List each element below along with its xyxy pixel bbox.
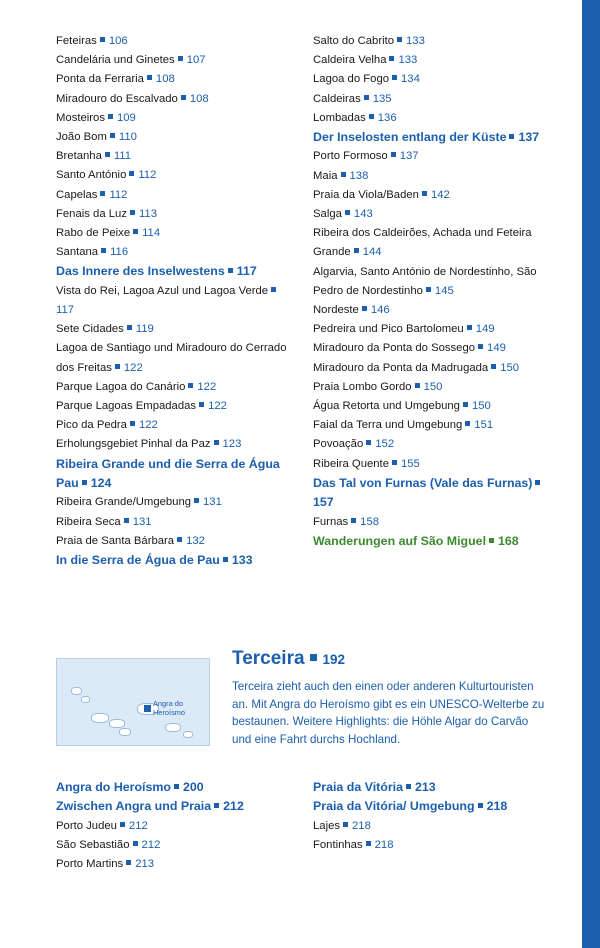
toc-entry-label: In die Serra de Água de Pau (56, 553, 220, 568)
toc-entry[interactable] (56, 416, 291, 435)
toc-entry[interactable] (56, 836, 291, 855)
toc-entry-page: 152 (375, 438, 395, 451)
toc-entry[interactable] (313, 339, 548, 358)
bottom-column-right (313, 778, 548, 874)
toc-entry[interactable] (313, 90, 548, 109)
toc-entry-label: Santo António (56, 169, 127, 182)
toc-entry[interactable] (56, 262, 291, 281)
bullet-square-icon (467, 325, 472, 330)
toc-entry-page: 157 (313, 495, 334, 510)
bullet-square-icon (105, 152, 110, 157)
toc-entry-page: 142 (430, 188, 450, 201)
toc-entry-page: 149 (475, 323, 495, 336)
toc-entry-label: Sete Cidades (56, 323, 124, 336)
bullet-square-icon (115, 364, 120, 369)
toc-entry-page: 119 (135, 323, 154, 336)
toc-entry[interactable] (313, 378, 548, 397)
map-island-shape (109, 719, 125, 728)
toc-entry-page: 135 (372, 92, 392, 105)
bullet-square-icon (100, 37, 105, 42)
bullet-square-icon (147, 75, 152, 80)
toc-entry-page: 133 (406, 35, 425, 47)
bullet-square-icon (465, 421, 470, 426)
toc-entry-label: Praia Lombo Gordo (313, 380, 412, 393)
toc-entry-page: 108 (155, 73, 175, 86)
toc-entry-page: 117 (236, 264, 257, 279)
toc-entry-label: Caldeiras (313, 92, 361, 105)
toc-entry-label: Erholungsgebiet Pinhal da Paz (56, 438, 211, 451)
toc-entry-page: 131 (203, 496, 222, 509)
bullet-square-icon (345, 210, 350, 215)
toc-entry[interactable] (313, 836, 548, 855)
toc-entry-page: 122 (123, 361, 143, 374)
toc-entry[interactable] (313, 167, 548, 186)
toc-entry-page: 112 (109, 188, 128, 201)
toc-entry[interactable] (56, 243, 291, 262)
island-description: Terceira zieht auch den einen oder anderen Kulturtouristen an. Mit Angra do Heroísmo gibt es ein UNESCO-Welterbe zu bestaunen. Weitere Highlights: die Höhle Algar do Carvão und eine Fahrt durchs Hochland. (232, 680, 545, 746)
bullet-square-icon (110, 133, 115, 138)
toc-entry-label: Parque Lagoas Empadadas (56, 400, 197, 413)
toc-entry-page: 131 (132, 515, 152, 528)
page-edge-gap (575, 0, 582, 948)
toc-entry-label: Ribeira Grande/Umgebung (56, 496, 192, 509)
toc-entry-page: 123 (222, 438, 242, 451)
toc-entry-label: Ribeira Seca (56, 515, 121, 528)
bullet-square-icon (509, 134, 514, 139)
toc-entry-label: Furnas (313, 515, 349, 528)
toc-entry[interactable] (313, 532, 548, 551)
toc-entry[interactable] (313, 817, 548, 836)
toc-entry-label: Santana (56, 246, 99, 259)
toc-entry-label: Parque Lagoa do Canário (56, 380, 186, 393)
toc-entry-page: 212 (223, 799, 244, 814)
toc-entry-label: Miradouro do Escalvado (56, 92, 178, 105)
bullet-square-icon (491, 364, 496, 369)
bullet-square-icon (310, 654, 317, 661)
bullet-square-icon (478, 344, 483, 349)
bullet-square-icon (214, 803, 219, 808)
toc-entry[interactable] (313, 397, 548, 416)
toc-entry-label: Pico da Pedra (56, 419, 127, 432)
bullet-square-icon (101, 248, 106, 253)
toc-entry[interactable] (56, 797, 291, 816)
bullet-square-icon (391, 152, 396, 157)
toc-entry-page: 138 (349, 169, 369, 182)
toc-entry-label: Lombadas (313, 111, 366, 124)
toc-entry-label: Das Innere des Inselwestens (56, 264, 225, 279)
toc-entry[interactable] (56, 339, 291, 377)
toc-entry-label: Rabo de Peixe (56, 227, 131, 240)
toc-entry[interactable] (56, 205, 291, 224)
toc-entry[interactable] (56, 551, 291, 570)
toc-entry[interactable] (56, 493, 291, 512)
bullet-square-icon (214, 440, 219, 445)
island-title: Terceira (232, 648, 305, 669)
toc-entry[interactable] (313, 128, 548, 147)
toc-entry-page: 218 (352, 819, 371, 832)
toc-entry[interactable] (56, 147, 291, 166)
map-island-shape (91, 713, 109, 723)
toc-entry-page: 136 (377, 111, 397, 124)
toc-entry-label: Povoação (313, 438, 364, 451)
bullet-square-icon (478, 803, 483, 808)
toc-entry-page: 143 (353, 208, 373, 221)
toc-entry[interactable] (313, 70, 548, 89)
bullet-square-icon (397, 37, 402, 42)
toc-entry[interactable] (56, 455, 291, 494)
map-island-shape (71, 687, 82, 695)
toc-entry-page: 133 (398, 54, 418, 67)
toc-entry-label: Salto do Cabrito (313, 35, 395, 47)
toc-entry-label: Ribeira dos Caldeirões, Achada und Feteira Grande (313, 227, 532, 259)
bullet-square-icon (188, 383, 193, 388)
toc-entry-page: 213 (415, 780, 436, 794)
toc-entry-label: Lagoa do Fogo (313, 73, 390, 86)
bullet-square-icon (129, 171, 134, 176)
toc-entry-label: Faial da Terra und Umgebung (313, 419, 463, 432)
toc-entry[interactable] (56, 128, 291, 147)
toc-entry-label: Capelas (56, 188, 98, 201)
toc-entry-label: Praia da Vitória/ Umgebung (313, 799, 475, 814)
bullet-square-icon (489, 538, 494, 543)
toc-entry-label: João Bom (56, 131, 107, 144)
toc-entry[interactable] (313, 32, 548, 51)
toc-entry-label: Miradouro da Ponta do Sossego (313, 342, 476, 355)
toc-entry-label: Der Inselosten entlang der Küste (313, 130, 507, 145)
toc-entry[interactable] (313, 147, 548, 166)
toc-entry-page: 158 (360, 515, 380, 528)
toc-entry-page: 117 (56, 304, 75, 317)
toc-entry-label: Feteiras (56, 35, 97, 47)
toc-entry[interactable] (56, 166, 291, 185)
bullet-square-icon (130, 421, 135, 426)
bullet-square-icon (133, 229, 138, 234)
toc-entry-label: Lagoa de Santiago und Miradouro do Cerrado dos Freitas (56, 342, 287, 374)
toc-entry-label: Salga (313, 208, 342, 221)
toc-entry-label: Angra do Heroísmo (56, 780, 171, 794)
toc-entry-page: 144 (362, 246, 382, 259)
bullet-square-icon (126, 860, 131, 865)
toc-entry[interactable] (313, 109, 548, 128)
toc-entry[interactable] (313, 359, 548, 378)
toc-entry[interactable] (56, 186, 291, 205)
toc-entry[interactable] (56, 513, 291, 532)
toc-entry[interactable] (56, 817, 291, 836)
toc-entry-page: 108 (189, 92, 209, 105)
toc-entry-page: 134 (401, 73, 420, 86)
bullet-square-icon (133, 841, 138, 846)
bullet-square-icon (130, 210, 135, 215)
bullet-square-icon (177, 537, 182, 542)
toc-entry-page: 150 (423, 380, 443, 393)
toc-entry[interactable] (56, 532, 291, 551)
toc-entry-page: 200 (182, 780, 204, 794)
toc-entry-label: Fenais da Luz (56, 207, 127, 220)
toc-entry[interactable] (56, 224, 291, 243)
toc-entry-page: 106 (108, 35, 128, 47)
toc-column-left (56, 32, 291, 571)
bullet-square-icon (354, 248, 359, 253)
bullet-square-icon (174, 784, 179, 789)
bullet-square-icon (127, 325, 132, 330)
toc-entry-label: Zwischen Angra und Praia (56, 799, 212, 814)
toc-entry-page: 218 (374, 839, 394, 852)
toc-entry[interactable] (313, 455, 548, 474)
toc-entry-label: Ponta da Ferraria (56, 73, 144, 86)
bullet-square-icon (415, 383, 420, 388)
toc-entry-page: 137 (518, 130, 540, 145)
toc-entry[interactable] (313, 474, 548, 513)
map-marker-angra (143, 704, 152, 713)
island-section-terceira (56, 648, 548, 748)
toc-entry-label: Algarvia, Santo António de Nordestinho, São Pedro de Nordestinho (313, 265, 537, 297)
toc-entry[interactable] (56, 378, 291, 397)
toc-entry-page: 150 (500, 361, 520, 374)
page-edge-bar (582, 0, 600, 948)
bullet-square-icon (178, 56, 183, 61)
toc-entry-label: Vista do Rei, Lagoa Azul und Lagoa Verde (56, 284, 269, 297)
map-label-angra: Angra do Heroísmo (153, 699, 186, 717)
toc-entry-label: Nordeste (313, 304, 359, 317)
bullet-square-icon (181, 95, 186, 100)
island-title-row (232, 648, 548, 671)
toc-entry[interactable] (56, 32, 291, 51)
toc-entry-label: Mosteiros (56, 111, 105, 124)
map-island-shape (119, 728, 131, 736)
toc-entry[interactable] (313, 263, 548, 301)
toc-entry[interactable] (313, 416, 548, 435)
toc-entry-label: Praia da Vitória (313, 780, 403, 794)
toc-entry-page: 150 (471, 400, 491, 413)
bullet-square-icon (406, 784, 411, 789)
toc-entry-label: São Sebastião (56, 839, 130, 852)
toc-entry-label: Pedreira und Pico Bartolomeu (313, 323, 464, 336)
toc-entry-page: 213 (135, 858, 155, 871)
toc-entry[interactable] (56, 778, 291, 797)
bullet-square-icon (535, 480, 540, 485)
toc-entry-page: 137 (399, 150, 419, 163)
toc-entry-page: 111 (113, 150, 132, 163)
toc-entry-page: 132 (186, 534, 205, 547)
bullet-square-icon (343, 822, 348, 827)
toc-entry[interactable] (56, 435, 291, 454)
bullet-square-icon (228, 268, 233, 273)
bullet-square-icon (362, 306, 367, 311)
toc-entry[interactable] (313, 513, 548, 532)
bullet-square-icon (120, 822, 125, 827)
toc-entry-page: 145 (434, 284, 454, 297)
toc-entry-page: 168 (498, 533, 519, 548)
toc-columns (56, 32, 548, 571)
bullet-square-icon (100, 191, 105, 196)
toc-entry[interactable] (313, 435, 548, 454)
toc-entry-page: 212 (128, 819, 148, 832)
bullet-square-icon (108, 114, 113, 119)
bullet-square-icon (422, 191, 427, 196)
bullet-square-icon (366, 440, 371, 445)
toc-entry[interactable] (56, 90, 291, 109)
toc-entry-label: Porto Martins (56, 858, 124, 871)
toc-entry[interactable] (56, 320, 291, 339)
toc-entry-page: 146 (370, 304, 390, 317)
toc-entry-label: Fontinhas (313, 839, 363, 852)
island-text-block (232, 648, 548, 748)
toc-entry-page: 124 (90, 476, 112, 491)
bullet-square-icon (271, 287, 276, 292)
toc-entry-page: 122 (208, 400, 227, 413)
toc-entry-page: 113 (138, 207, 157, 220)
toc-entry[interactable] (313, 797, 548, 816)
toc-entry-page: 114 (142, 227, 161, 240)
toc-entry-label: Bretanha (56, 150, 102, 163)
toc-entry-label: Porto Formoso (313, 150, 388, 163)
toc-entry-label: Ribeira Quente (313, 457, 389, 470)
toc-entry[interactable] (313, 224, 548, 262)
toc-entry-label: Miradouro da Ponta da Madrugada (313, 361, 489, 374)
bullet-square-icon (392, 75, 397, 80)
island-map-thumbnail (56, 658, 210, 746)
toc-entry-label: Wanderungen auf São Miguel (313, 533, 487, 548)
island-page-number: 192 (322, 652, 346, 667)
toc-entry-label: Lajes (313, 819, 341, 832)
toc-entry[interactable] (56, 855, 291, 874)
bullet-square-icon (199, 402, 204, 407)
toc-entry-label: Porto Judeu (56, 819, 117, 832)
toc-entry-page: 122 (197, 380, 217, 393)
toc-entry-label: Praia da Viola/Baden (313, 188, 419, 201)
toc-entry-label: Caldeira Velha (313, 54, 387, 67)
bullet-square-icon (392, 460, 397, 465)
toc-entry-page: 112 (138, 169, 157, 182)
bullet-square-icon (364, 95, 369, 100)
bullet-square-icon (124, 518, 129, 523)
toc-entry-page: 218 (486, 799, 508, 814)
toc-entry[interactable] (313, 778, 548, 797)
toc-entry[interactable] (56, 397, 291, 416)
toc-entry[interactable] (56, 282, 291, 320)
bullet-square-icon (223, 557, 228, 562)
toc-column-right (313, 32, 548, 571)
toc-entry[interactable] (56, 70, 291, 89)
bullet-square-icon (341, 172, 346, 177)
toc-entry-label: Praia de Santa Bárbara (56, 534, 175, 547)
toc-entry-page: 212 (141, 839, 161, 852)
toc-entry-page: 151 (474, 419, 494, 432)
bottom-toc-columns (56, 778, 548, 874)
bullet-square-icon (463, 402, 468, 407)
bullet-square-icon (366, 841, 371, 846)
toc-entry[interactable] (313, 205, 548, 224)
toc-entry-label: Ribeira Grande und die Serra de Água Pau (56, 456, 280, 491)
bullet-square-icon (426, 287, 431, 292)
toc-entry-page: 133 (231, 553, 253, 568)
map-island-shape (183, 731, 193, 738)
toc-entry-label: Das Tal von Furnas (Vale das Furnas) (313, 475, 533, 490)
toc-entry-page: 109 (116, 111, 136, 124)
toc-entry[interactable] (313, 186, 548, 205)
toc-entry-page: 110 (118, 131, 137, 144)
toc-entry[interactable] (313, 320, 548, 339)
toc-entry-page: 122 (138, 419, 158, 432)
toc-entry[interactable] (56, 51, 291, 70)
bullet-square-icon (351, 518, 356, 523)
bullet-square-icon (369, 114, 374, 119)
map-island-shape (165, 723, 181, 732)
bullet-square-icon (389, 56, 394, 61)
bullet-square-icon (194, 498, 199, 503)
toc-entry[interactable] (313, 51, 548, 70)
bullet-square-icon (82, 480, 87, 485)
map-island-shape (81, 696, 90, 703)
toc-entry-page: 116 (110, 246, 129, 259)
toc-entry-label: Maia (313, 169, 338, 182)
toc-entry-label: Água Retorta und Umgebung (313, 400, 460, 413)
toc-entry-page: 149 (487, 342, 506, 355)
toc-entry-page: 107 (186, 54, 206, 67)
toc-entry[interactable] (313, 301, 548, 320)
toc-entry-page: 155 (400, 457, 420, 470)
bottom-column-left (56, 778, 291, 874)
toc-entry[interactable] (56, 109, 291, 128)
toc-entry-label: Candelária und Ginetes (56, 54, 175, 67)
